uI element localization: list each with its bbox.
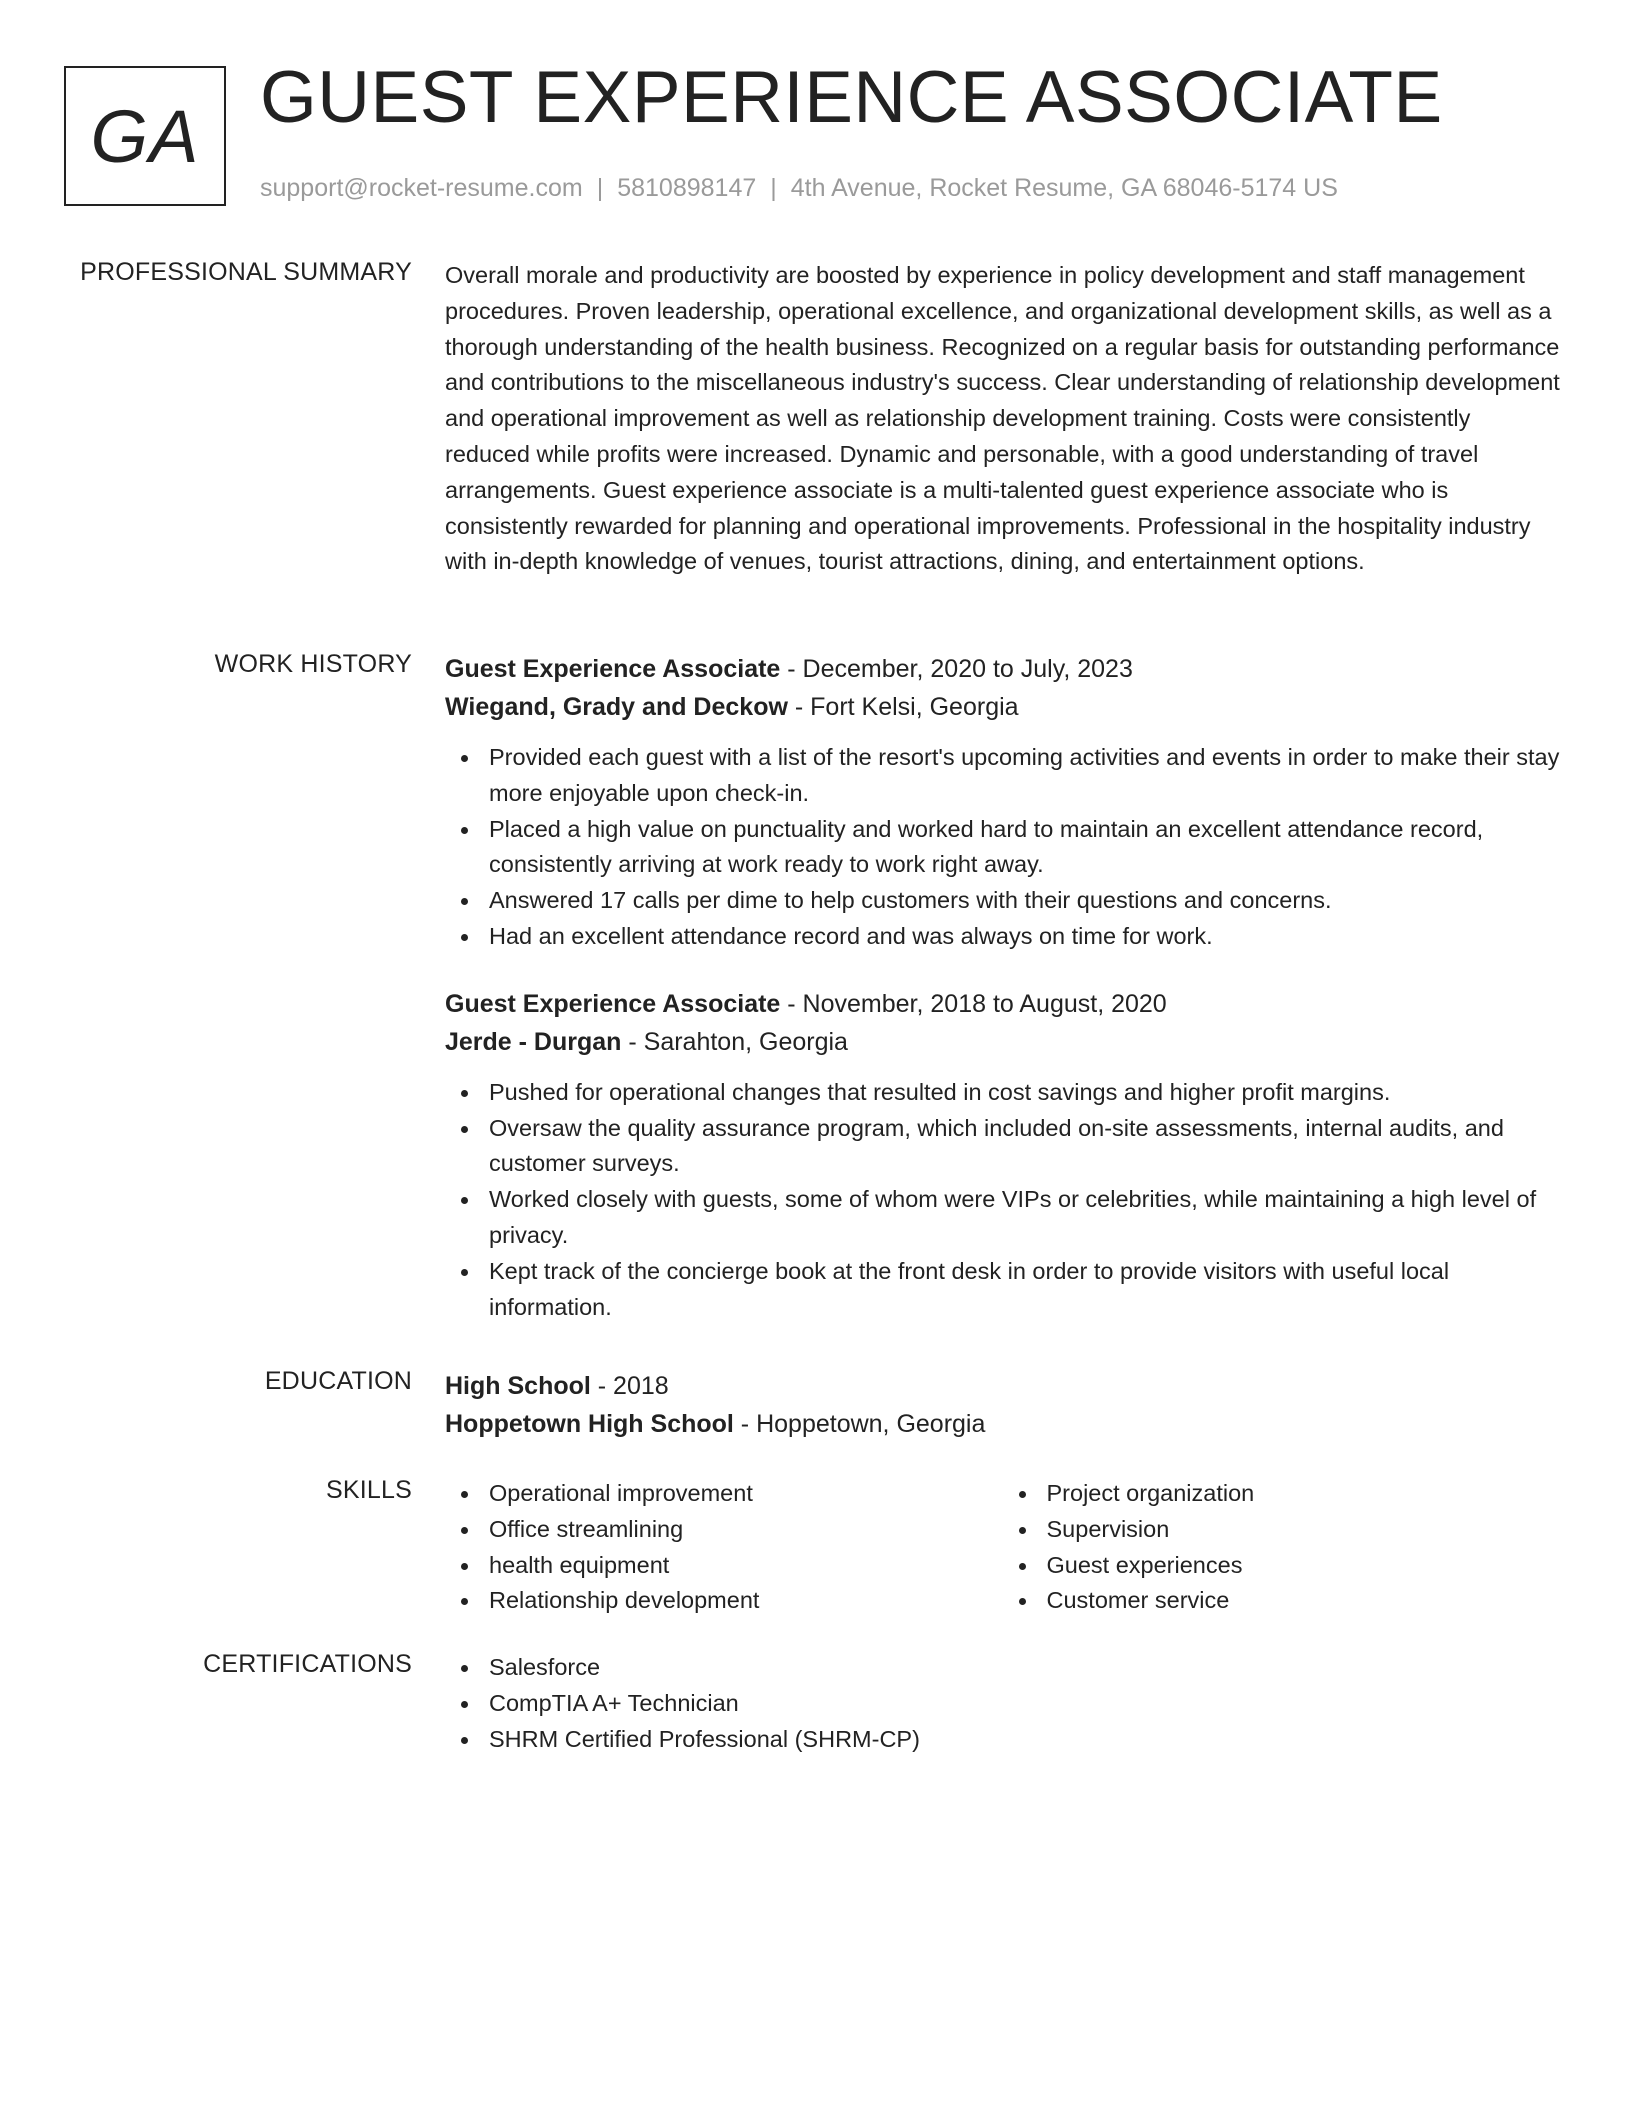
skills-column-2 [1003, 1476, 1561, 1619]
job-bullet: Had an excellent attendance record and was always on time for work. [489, 919, 1560, 955]
monogram-box [64, 66, 226, 206]
certifications-list [445, 1650, 1560, 1757]
contact-line [260, 174, 1338, 203]
job-bullets [445, 1075, 1560, 1326]
certification-item: SHRM Certified Professional (SHRM-CP) [489, 1722, 1560, 1758]
job-bullet: Worked closely with guests, some of whom were VIPs or celebrities, while maintaining a high level of privacy. [489, 1182, 1560, 1254]
skills-body [445, 1476, 1560, 1619]
job-bullet: Placed a high value on punctuality and worked hard to maintain an excellent attendance record, consistently arriving at work ready to work right away. [489, 812, 1560, 884]
job-entry [445, 650, 1560, 955]
summary-text: Overall morale and productivity are boosted by experience in policy development and staff management procedures. Proven leadership, operational excellence, and organizational development skills, as well as a thorough understanding of the health business. Recognized on a regular basis for outstanding performance and contributions to the miscellaneous industry's success. Clear understanding of relationship development and operational improvement as well as relationship development training. Costs were consistently reduced while profits were increased. Dynamic and personable, with a good understanding of travel arrangements. Guest experience associate is a multi-talented guest experience associate who is consistently rewarded for planning and operational improvements. Professional in the hospitality industry with in-depth knowledge of venues, tourist attractions, dining, and entertainment options. [445, 262, 1560, 575]
education-location: - Hoppetown, Georgia [733, 1410, 986, 1438]
job-company: Jerde - Durgan [445, 1027, 622, 1056]
job-location: - Fort Kelsi, Georgia [787, 693, 1019, 721]
certification-item: CompTIA A+ Technician [489, 1686, 1560, 1722]
section-label-skills: SKILLS [326, 1476, 412, 1504]
skill-item: Supervision [1047, 1512, 1561, 1548]
monogram-initials: GA [90, 94, 200, 178]
section-label-education: EDUCATION [264, 1367, 412, 1395]
job-bullet: Oversaw the quality assurance program, which included on-site assessments, internal audits, and customer surveys. [489, 1111, 1560, 1183]
education-school-line [445, 1405, 1560, 1443]
job-title-line [445, 985, 1560, 1023]
summary-body [445, 258, 1560, 580]
certification-item: Salesforce [489, 1650, 1560, 1686]
skill-item: Relationship development [489, 1583, 1003, 1619]
education-body [445, 1367, 1560, 1443]
skill-item: Office streamlining [489, 1512, 1003, 1548]
education-degree: High School [445, 1372, 591, 1400]
skill-item: Guest experiences [1047, 1548, 1561, 1584]
candidate-title: GUEST EXPERIENCE ASSOCIATE [260, 57, 1443, 138]
job-bullet: Kept track of the concierge book at the front desk in order to provide visitors with useful local information. [489, 1254, 1560, 1326]
education-school: Hoppetown High School [445, 1410, 734, 1438]
skills-grid [445, 1476, 1560, 1619]
contact-address: 4th Avenue, Rocket Resume, GA 68046-5174 US [790, 174, 1338, 202]
education-degree-line [445, 1367, 1560, 1405]
job-bullets [445, 740, 1560, 955]
certifications-body [445, 1650, 1560, 1757]
skill-item: Operational improvement [489, 1476, 1003, 1512]
job-title: Guest Experience Associate [445, 655, 781, 683]
contact-separator: | [596, 174, 604, 202]
section-label-certifications: CERTIFICATIONS [203, 1650, 412, 1678]
contact-phone: 5810898147 [617, 174, 757, 202]
section-label-work-history: WORK HISTORY [214, 650, 412, 678]
job-bullet: Provided each guest with a list of the resort's upcoming activities and events in order to make their stay more enjoyable upon check-in. [489, 740, 1560, 812]
skill-item: Customer service [1047, 1583, 1561, 1619]
job-entry [445, 985, 1560, 1326]
skill-item: Project organization [1047, 1476, 1561, 1512]
contact-separator: | [770, 174, 777, 202]
job-dates: - December, 2020 to July, 2023 [780, 655, 1133, 683]
job-title: Guest Experience Associate [445, 989, 781, 1018]
job-bullet: Pushed for operational changes that resulted in cost savings and higher profit margins. [489, 1075, 1560, 1111]
skills-column-1 [445, 1476, 1003, 1619]
job-bullet: Answered 17 calls per dime to help customers with their questions and concerns. [489, 883, 1560, 919]
job-title-line [445, 650, 1560, 688]
job-location: - Sarahton, Georgia [621, 1027, 848, 1056]
job-company: Wiegand, Grady and Deckow [445, 693, 788, 721]
education-year: - 2018 [590, 1372, 669, 1400]
job-dates: - November, 2018 to August, 2020 [780, 989, 1167, 1018]
job-company-line [445, 688, 1560, 726]
section-label-summary: PROFESSIONAL SUMMARY [80, 258, 412, 286]
job-company-line [445, 1023, 1560, 1061]
contact-email: support@rocket-resume.com [260, 174, 583, 202]
work-body [445, 650, 1560, 1325]
skill-item: health equipment [489, 1548, 1003, 1584]
